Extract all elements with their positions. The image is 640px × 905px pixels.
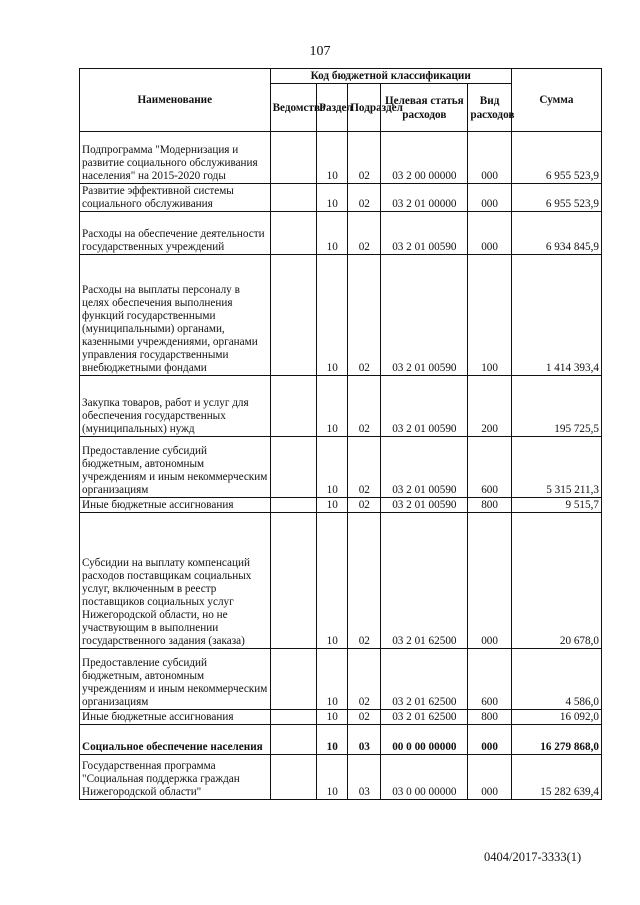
table-row — [80, 437, 602, 498]
row-department-cell — [270, 498, 317, 513]
header-department: Ведомство — [270, 84, 317, 132]
row-name-cell: Расходы на обеспечение деятельности государственных учреждений — [80, 212, 271, 255]
row-target-article-cell: 03 2 00 00000 — [381, 132, 468, 184]
row-section-cell: 10 — [317, 255, 348, 376]
row-department-cell — [270, 649, 317, 710]
table-row — [80, 184, 602, 212]
row-amount-cell: 16 092,0 — [511, 710, 601, 725]
row-section-cell: 10 — [317, 649, 348, 710]
row-target-article-cell: 03 2 01 00590 — [381, 376, 468, 437]
row-expense-type-cell: 600 — [468, 437, 512, 498]
row-name-cell: Социальное обеспечение населения — [80, 725, 271, 755]
row-expense-type-cell: 000 — [468, 132, 512, 184]
row-department-cell — [270, 755, 317, 800]
row-subsection-cell: 02 — [348, 437, 381, 498]
row-expense-type-cell: 000 — [468, 725, 512, 755]
row-amount-cell: 15 282 639,4 — [511, 755, 601, 800]
row-name-cell: Предоставление субсидий бюджетным, автономным учреждениям и иным некоммерческим организациям — [80, 649, 271, 710]
row-amount-cell: 6 955 523,9 — [511, 184, 601, 212]
row-expense-type-cell: 800 — [468, 710, 512, 725]
row-subsection-cell: 02 — [348, 212, 381, 255]
row-subsection-cell: 02 — [348, 376, 381, 437]
row-name-cell: Развитие эффективной системы социального обслуживания — [80, 184, 271, 212]
row-section-cell: 10 — [317, 513, 348, 649]
header-subsection: Подраздел — [348, 84, 381, 132]
row-expense-type-cell: 100 — [468, 255, 512, 376]
row-department-cell — [270, 212, 317, 255]
row-target-article-cell: 03 2 01 00590 — [381, 498, 468, 513]
row-amount-cell: 4 586,0 — [511, 649, 601, 710]
table-row — [80, 755, 602, 800]
row-department-cell — [270, 255, 317, 376]
row-subsection-cell: 02 — [348, 184, 381, 212]
row-subsection-cell: 02 — [348, 132, 381, 184]
header-expense-type: Вид расходов — [468, 84, 512, 132]
row-subsection-cell: 02 — [348, 513, 381, 649]
row-subsection-cell: 03 — [348, 755, 381, 800]
row-target-article-cell: 03 2 01 62500 — [381, 710, 468, 725]
row-target-article-cell: 03 2 01 00590 — [381, 255, 468, 376]
row-section-cell: 10 — [317, 437, 348, 498]
row-target-article-cell: 03 2 01 62500 — [381, 649, 468, 710]
header-target-article: Целевая статья расходов — [381, 84, 468, 132]
row-amount-cell: 1 414 393,4 — [511, 255, 601, 376]
table-row — [80, 513, 602, 649]
row-amount-cell: 20 678,0 — [511, 513, 601, 649]
row-subsection-cell: 03 — [348, 725, 381, 755]
row-amount-cell: 6 934 845,9 — [511, 212, 601, 255]
row-name-cell: Субсидии на выплату компенсаций расходов поставщикам социальных услуг, включенным в реестр поставщиков социальных услуг Нижегородской области, но не участвующим в выполнении государственного задания (заказа) — [80, 513, 271, 649]
row-expense-type-cell: 200 — [468, 376, 512, 437]
header-code-group: Код бюджетной классификации — [270, 69, 511, 84]
row-section-cell: 10 — [317, 376, 348, 437]
row-section-cell: 10 — [317, 725, 348, 755]
row-department-cell — [270, 725, 317, 755]
header-name: Наименование — [80, 69, 271, 132]
document-code: 0404/2017-3333(1) — [484, 850, 582, 864]
row-section-cell: 10 — [317, 184, 348, 212]
row-target-article-cell: 03 2 01 00590 — [381, 212, 468, 255]
table-row — [80, 498, 602, 513]
row-department-cell — [270, 376, 317, 437]
row-amount-cell: 9 515,7 — [511, 498, 601, 513]
row-department-cell — [270, 437, 317, 498]
row-department-cell — [270, 710, 317, 725]
row-department-cell — [270, 184, 317, 212]
row-target-article-cell: 03 2 01 00590 — [381, 437, 468, 498]
row-department-cell — [270, 513, 317, 649]
row-amount-cell: 195 725,5 — [511, 376, 601, 437]
row-target-article-cell: 03 2 01 00000 — [381, 184, 468, 212]
row-name-cell: Иные бюджетные ассигнования — [80, 498, 271, 513]
row-department-cell — [270, 132, 317, 184]
table-row — [80, 376, 602, 437]
row-amount-cell: 5 315 211,3 — [511, 437, 601, 498]
row-name-cell: Закупка товаров, работ и услуг для обеспечения государственных (муниципальных) нужд — [80, 376, 271, 437]
row-subsection-cell: 02 — [348, 710, 381, 725]
row-name-cell: Предоставление субсидий бюджетным, автономным учреждениям и иным некоммерческим организациям — [80, 437, 271, 498]
row-target-article-cell: 03 2 01 62500 — [381, 513, 468, 649]
row-expense-type-cell: 000 — [468, 513, 512, 649]
row-section-cell: 10 — [317, 212, 348, 255]
row-section-cell: 10 — [317, 755, 348, 800]
row-expense-type-cell: 800 — [468, 498, 512, 513]
budget-table — [79, 68, 602, 800]
row-subsection-cell: 02 — [348, 498, 381, 513]
table-row — [80, 212, 602, 255]
table-row — [80, 255, 602, 376]
row-section-cell: 10 — [317, 132, 348, 184]
page-number: 107 — [309, 44, 331, 59]
row-section-cell: 10 — [317, 498, 348, 513]
row-name-cell: Подпрограмма "Модернизация и развитие социального обслуживания населения" на 2015-2020 годы — [80, 132, 271, 184]
header-section: Раздел — [317, 84, 348, 132]
row-expense-type-cell: 600 — [468, 649, 512, 710]
table-row — [80, 649, 602, 710]
row-expense-type-cell: 000 — [468, 184, 512, 212]
row-name-cell: Государственная программа "Социальная поддержка граждан Нижегородской области" — [80, 755, 271, 800]
row-expense-type-cell: 000 — [468, 755, 512, 800]
row-expense-type-cell: 000 — [468, 212, 512, 255]
row-subsection-cell: 02 — [348, 255, 381, 376]
table-row — [80, 725, 602, 755]
row-section-cell: 10 — [317, 710, 348, 725]
table-row — [80, 710, 602, 725]
row-amount-cell: 6 955 523,9 — [511, 132, 601, 184]
row-amount-cell: 16 279 868,0 — [511, 725, 601, 755]
row-name-cell: Расходы на выплаты персоналу в целях обеспечения выполнения функций государственными (муниципальными) органами, казенными учреждениями, органами управления государственными внебюджетными фондами — [80, 255, 271, 376]
budget-table-body — [80, 132, 602, 800]
header-amount: Сумма — [511, 69, 601, 132]
table-row — [80, 132, 602, 184]
row-target-article-cell: 03 0 00 00000 — [381, 755, 468, 800]
row-name-cell: Иные бюджетные ассигнования — [80, 710, 271, 725]
row-subsection-cell: 02 — [348, 649, 381, 710]
row-target-article-cell: 00 0 00 00000 — [381, 725, 468, 755]
